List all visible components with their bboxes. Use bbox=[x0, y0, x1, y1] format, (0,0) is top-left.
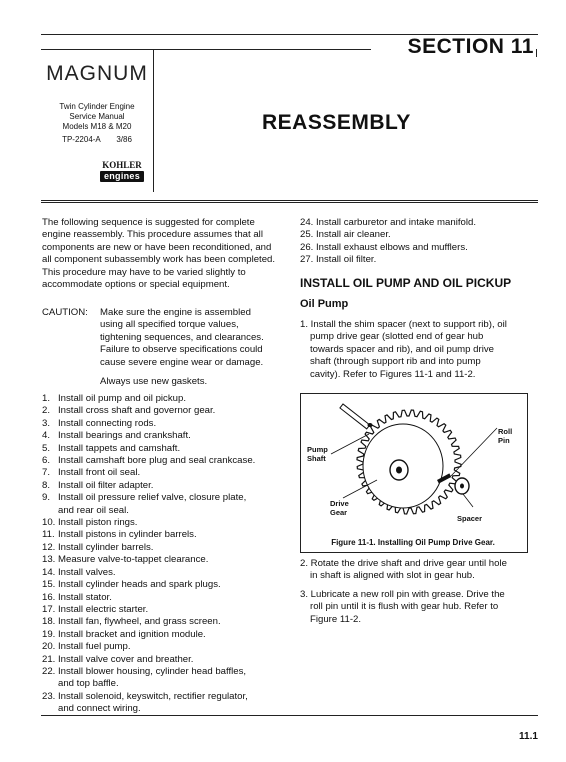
caution-line: Make sure the engine is assembled bbox=[100, 307, 251, 318]
oil-step-3-line: Figure 11-2. bbox=[310, 613, 362, 625]
header-bottom-rule bbox=[41, 200, 538, 201]
manual-line-3: Models M18 & M20 bbox=[62, 122, 132, 131]
oil-step-3 bbox=[300, 589, 528, 626]
list-item: 15. Install cylinder heads and spark plugs. bbox=[42, 579, 221, 591]
oil-step-2 bbox=[300, 558, 528, 583]
oil-step-3-line: roll pin until it is flush with gear hub. Refer to bbox=[310, 601, 499, 613]
list-item: 18. Install fan, flywheel, and grass screen. bbox=[42, 616, 221, 628]
kohler-logo bbox=[100, 161, 144, 183]
steps-list-1 bbox=[42, 393, 282, 716]
page-title: REASSEMBLY bbox=[262, 111, 411, 134]
list-item: 14. Install valves. bbox=[42, 566, 116, 578]
list-item: 9. Install oil pressure relief valve, closure plate, bbox=[42, 492, 247, 504]
list-item: 13. Measure valve-to-tappet clearance. bbox=[42, 554, 209, 566]
oil-step-1 bbox=[300, 319, 528, 381]
oil-section-heading: INSTALL OIL PUMP AND OIL PICKUP bbox=[300, 276, 512, 290]
list-item: 26. Install exhaust elbows and mufflers. bbox=[300, 241, 468, 253]
list-item: 1. Install oil pump and oil pickup. bbox=[42, 393, 186, 404]
oil-step-1-line: pump drive gear (slotted end of gear hub bbox=[310, 331, 484, 343]
oil-step-1-line: cavity). Refer to Figures 11-1 and 11-2. bbox=[310, 368, 476, 380]
part-number: TP-2204-A bbox=[62, 135, 101, 144]
list-item: 3. Install connecting rods. bbox=[42, 417, 157, 429]
list-item: 24. Install carburetor and intake manifold. bbox=[300, 217, 476, 228]
list-item: 12. Install cylinder barrels. bbox=[42, 541, 154, 553]
figure-oil-pump-drive-gear bbox=[300, 393, 528, 553]
footer-rule bbox=[41, 715, 538, 716]
oil-step-2-line: 2. Rotate the drive shaft and drive gear until hole bbox=[300, 558, 507, 569]
label-spacer: Spacer bbox=[457, 514, 483, 523]
section-end-rule bbox=[536, 49, 537, 57]
list-item: 4. Install bearings and crankshaft. bbox=[42, 430, 191, 442]
manual-date: 3/86 bbox=[116, 135, 132, 144]
oil-step-3-line: 3. Lubricate a new roll pin with grease. Drive the bbox=[300, 589, 505, 600]
kohler-brand-top: KOHLER bbox=[102, 160, 142, 170]
caution-block bbox=[100, 307, 280, 388]
list-item: 2. Install cross shaft and governor gear. bbox=[42, 405, 216, 417]
oil-step-1-line: towards spacer and rib), and oil pump drive bbox=[310, 343, 494, 355]
list-item: 23. Install solenoid, keyswitch, rectifier regulator, bbox=[42, 690, 248, 702]
spacer-graphic bbox=[455, 478, 469, 494]
caution-line: using all specified torque values, bbox=[100, 319, 239, 331]
list-item: 16. Install stator. bbox=[42, 591, 112, 603]
part-number-line bbox=[41, 135, 153, 145]
kohler-brand-bottom: engines bbox=[100, 171, 144, 182]
list-item: 7. Install front oil seal. bbox=[42, 467, 141, 479]
oil-step-1-line: shaft (through support rib and into pump bbox=[310, 356, 481, 368]
leader-line bbox=[463, 494, 473, 507]
list-item: 27. Install oil filter. bbox=[300, 254, 377, 266]
label-roll-pin: Roll Pin bbox=[498, 427, 513, 445]
list-item: 11. Install pistons in cylinder barrels. bbox=[42, 529, 197, 541]
manual-line-1: Twin Cylinder Engine bbox=[59, 102, 135, 111]
list-item: 8. Install oil filter adapter. bbox=[42, 479, 154, 491]
caution-note: Always use new gaskets. bbox=[100, 376, 208, 388]
list-item: and top baffle. bbox=[58, 678, 119, 690]
page-number: 11.1 bbox=[519, 731, 538, 742]
list-item: 21. Install valve cover and breather. bbox=[42, 653, 194, 665]
list-item: and rear oil seal. bbox=[58, 504, 129, 516]
caution-line: cause severe engine wear or damage. bbox=[100, 356, 264, 368]
list-item: 22. Install blower housing, cylinder head baffles, bbox=[42, 665, 247, 677]
list-item: 5. Install tappets and camshaft. bbox=[42, 442, 181, 454]
oil-pump-subheading: Oil Pump bbox=[300, 298, 349, 310]
label-drive-gear: Drive Gear bbox=[330, 499, 349, 517]
intro-paragraph: The following sequence is suggested for complete engine reassembly. This procedure assumes that all components are new or have been reconditioned, and all component subassembly work has been completed. This procedure may have to be varied slightly to accommodate options or special equipment. bbox=[42, 217, 276, 291]
figure-caption: Figure 11-1. Installing Oil Pump Drive Gear. bbox=[331, 538, 495, 547]
oil-step-1-line: 1. Install the shim spacer (next to support rib), oil bbox=[300, 319, 507, 330]
pump-shaft-graphic bbox=[340, 404, 373, 429]
list-item: and connect wiring. bbox=[58, 703, 141, 715]
steps-list-2 bbox=[300, 217, 528, 267]
list-item: 10. Install piston rings. bbox=[42, 517, 138, 529]
manual-line-2: Service Manual bbox=[69, 112, 125, 121]
list-item: 17. Install electric starter. bbox=[42, 603, 149, 615]
oil-step-2-line: in shaft is aligned with slot in gear hub. bbox=[310, 570, 475, 582]
list-item: 25. Install air cleaner. bbox=[300, 229, 391, 241]
drive-gear-graphic bbox=[357, 410, 461, 514]
section-heading: SECTION 11 bbox=[407, 35, 534, 58]
header-bottom-rule-2 bbox=[41, 202, 538, 203]
oil-pump-illustration bbox=[301, 394, 527, 552]
list-item: 20. Install fuel pump. bbox=[42, 641, 131, 653]
caution-line: tightening sequences, and clearances. bbox=[100, 331, 264, 343]
list-item: 6. Install camshaft bore plug and seal crankcase. bbox=[42, 455, 256, 467]
leader-line bbox=[451, 428, 497, 476]
label-pump-shaft: Pump Shaft bbox=[307, 445, 328, 463]
list-item: 19. Install bracket and ignition module. bbox=[42, 628, 206, 640]
caution-line: Failure to observe specifications could bbox=[100, 344, 263, 356]
magnum-logo: MAGNUM bbox=[46, 62, 148, 85]
caution-label: CAUTION: bbox=[42, 307, 88, 318]
